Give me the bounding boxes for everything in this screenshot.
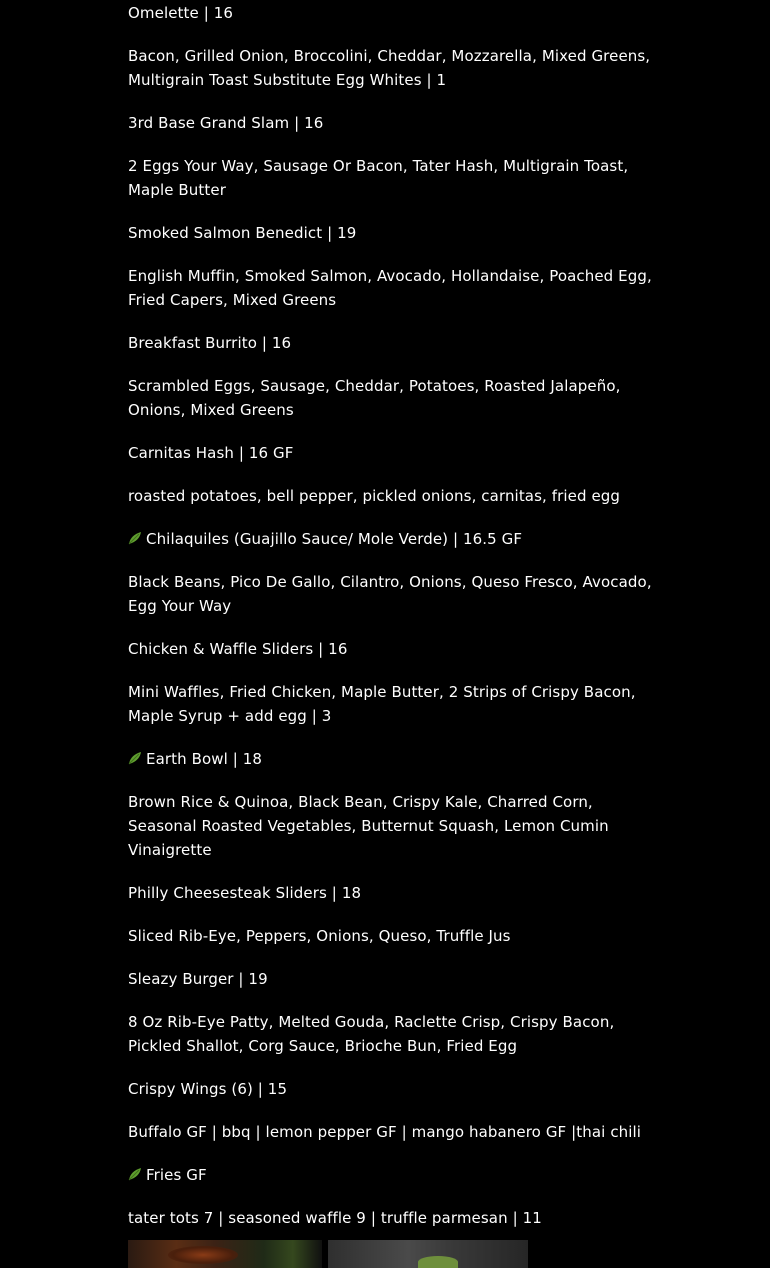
menu-item-name: Smoked Salmon Benedict | 19 (128, 224, 357, 242)
menu-item-name: Philly Cheesesteak Sliders | 18 (128, 884, 362, 902)
wings-photo[interactable] (128, 1240, 322, 1268)
dish-photo[interactable] (328, 1240, 528, 1268)
menu-item-name: Chilaquiles (Guajillo Sauce/ Mole Verde) | 16.5 GF (146, 530, 523, 548)
menu-item-description: Bacon, Grilled Onion, Broccolini, Cheddar, Mozzarella, Mixed Greens, Multigrain Toast Substitute Egg Whites | 1 (128, 47, 651, 89)
menu-item-name-row (128, 527, 658, 551)
menu-item-name: Carnitas Hash | 16 GF (128, 444, 294, 462)
leaf-icon (128, 1167, 142, 1181)
leaf-icon (128, 751, 142, 765)
menu-item-description: tater tots 7 | seasoned waffle 9 | truffle parmesan | 11 (128, 1209, 542, 1227)
menu-item-name: Breakfast Burrito | 16 (128, 334, 292, 352)
menu-list (128, 0, 658, 1230)
menu-item-name: Fries GF (146, 1166, 207, 1184)
leaf-icon (128, 531, 142, 545)
menu-item-name-row (128, 747, 658, 771)
menu-item-name-row (128, 1163, 658, 1187)
photo-gallery (128, 1240, 528, 1268)
menu-item-name: Sleazy Burger | 19 (128, 970, 268, 988)
menu-item-description: 2 Eggs Your Way, Sausage Or Bacon, Tater Hash, Multigrain Toast, Maple Butter (128, 157, 629, 199)
menu-item-name: Omelette | 16 (128, 4, 234, 22)
menu-item-description: English Muffin, Smoked Salmon, Avocado, Hollandaise, Poached Egg, Fried Capers, Mixed Greens (128, 267, 652, 309)
menu-item-name: Earth Bowl | 18 (146, 750, 263, 768)
menu-item-name: Crispy Wings (6) | 15 (128, 1080, 288, 1098)
menu-item-description: roasted potatoes, bell pepper, pickled onions, carnitas, fried egg (128, 487, 621, 505)
menu-item-description: Black Beans, Pico De Gallo, Cilantro, Onions, Queso Fresco, Avocado, Egg Your Way (128, 573, 652, 615)
menu-item-name: 3rd Base Grand Slam | 16 (128, 114, 324, 132)
menu-item-description: Brown Rice & Quinoa, Black Bean, Crispy Kale, Charred Corn, Seasonal Roasted Vegetables, Butternut Squash, Lemon Cumin Vinaigrette (128, 793, 609, 859)
menu-item-description: Mini Waffles, Fried Chicken, Maple Butter, 2 Strips of Crispy Bacon, Maple Syrup + add egg | 3 (128, 683, 636, 725)
menu-item-description: Sliced Rib-Eye, Peppers, Onions, Queso, Truffle Jus (128, 927, 511, 945)
menu-item-description: Buffalo GF | bbq | lemon pepper GF | mango habanero GF |thai chili (128, 1123, 642, 1141)
menu-item-description: Scrambled Eggs, Sausage, Cheddar, Potatoes, Roasted Jalapeño, Onions, Mixed Greens (128, 377, 621, 419)
menu-item-description: 8 Oz Rib-Eye Patty, Melted Gouda, Raclette Crisp, Crispy Bacon, Pickled Shallot, Corg Sauce, Brioche Bun, Fried Egg (128, 1013, 615, 1055)
menu-item-name: Chicken & Waffle Sliders | 16 (128, 640, 348, 658)
